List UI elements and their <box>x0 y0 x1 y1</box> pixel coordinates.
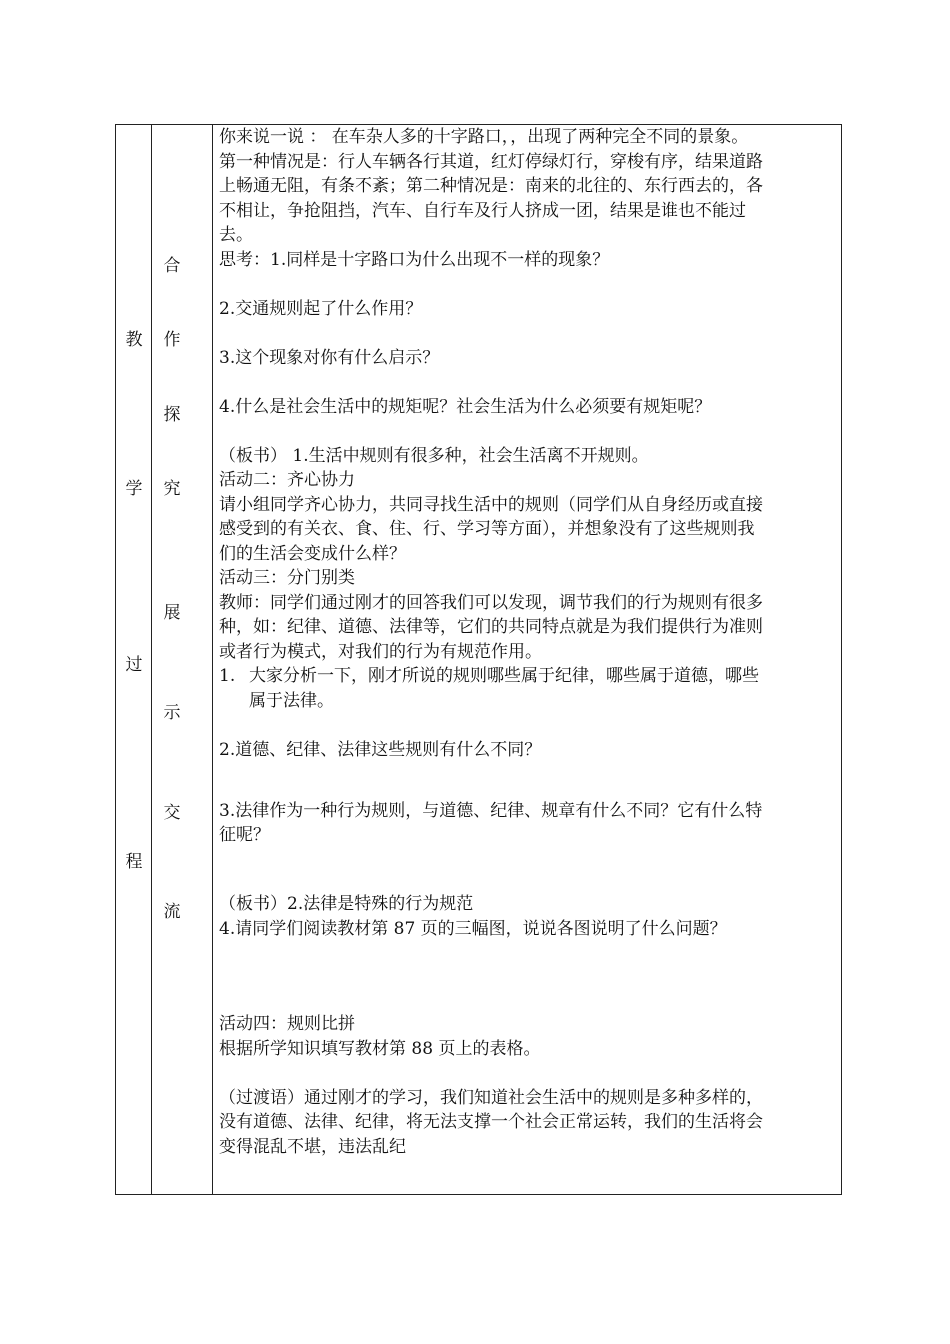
text-line: 上畅通无阻，有条不紊；第二种情况是：南来的北往的、东行西去的，各 <box>219 176 763 196</box>
board-note: （板书） 1.生活中规则有很多种，社会生活离不开规则。 <box>219 445 649 466</box>
text-line: （过渡语）通过刚才的学习，我们知道社会生活中的规则是多种多样的， <box>219 1087 763 1108</box>
list-item-continuation: 属于法律。 <box>249 690 334 711</box>
question-line: 3.这个现象对你有什么启示？ <box>219 347 440 368</box>
phase-label-char: 展 <box>163 603 181 623</box>
list-item <box>219 664 835 689</box>
activity-heading: 活动三：分门别类 <box>219 568 355 588</box>
text-line: 教师：同学们通过刚才的回答我们可以发现，调节我们的行为规则有很多 <box>219 592 763 613</box>
text-line: 感受到的有关衣、食、住、行、学习等方面），并想象没有了这些规则我 <box>219 519 755 539</box>
question-line: 征呢？ <box>219 825 270 845</box>
question-line: 4.请同学们阅读教材第 87 页的三幅图，说说各图说明了什么问题？ <box>219 918 727 939</box>
phase-label-char: 探 <box>163 405 181 425</box>
text-line: 根据所学知识填写教材第 88 页上的表格。 <box>219 1038 541 1059</box>
section-label-char: 过 <box>125 655 143 675</box>
section-label-char: 程 <box>125 852 143 872</box>
text-line: 第一种情况是：行人车辆各行其道，红灯停绿灯行，穿梭有序，结果道路 <box>219 151 763 172</box>
question-line: 4.什么是社会生活中的规矩呢？社会生活为什么必须要有规矩呢？ <box>219 396 712 417</box>
board-note: （板书）2.法律是特殊的行为规范 <box>219 894 474 914</box>
text-line: 你来说一说 ： 在车杂人多的十字路口，，出现了两种完全不同的景象。 <box>219 127 749 147</box>
question-line: 思考：1.同样是十字路口为什么出现不一样的现象？ <box>219 249 610 270</box>
phase-label-char: 交 <box>163 803 181 823</box>
list-number: 1. <box>219 666 236 686</box>
question-line: 2.道德、纪律、法律这些规则有什么不同？ <box>219 739 542 760</box>
column-divider <box>212 125 213 1194</box>
section-label-char: 教 <box>125 330 143 350</box>
text-line: 不相让，争抢阻挡，汽车、自行车及行人挤成一团，结果是谁也不能过 <box>219 200 746 221</box>
text-line: 去。 <box>219 225 253 245</box>
question-line: 2.交通规则起了什么作用？ <box>219 298 423 319</box>
text-line: 变得混乱不堪，违法乱纪 <box>219 1136 406 1157</box>
phase-label-char: 流 <box>163 902 181 922</box>
column-divider <box>151 125 152 1194</box>
activity-heading: 活动二：齐心协力 <box>219 470 355 490</box>
text-line: 或者行为模式，对我们的行为有规范作用。 <box>219 641 542 662</box>
activity-heading: 活动四：规则比拼 <box>219 1014 355 1034</box>
phase-label-char: 示 <box>163 703 181 723</box>
phase-label-char: 究 <box>163 479 181 499</box>
text-line: 种，如：纪律、道德、法律等，它们的共同特点就是为我们提供行为准则 <box>219 617 763 637</box>
question-line: 3.法律作为一种行为规则，与道德、纪律、规章有什么不同？它有什么特 <box>219 800 763 821</box>
phase-label-char: 作 <box>163 330 181 350</box>
section-label-char: 学 <box>125 479 143 499</box>
text-line: 们的生活会变成什么样？ <box>219 543 406 564</box>
list-text: 大家分析一下，刚才所说的规则哪些属于纪律，哪些属于道德，哪些 <box>249 666 759 686</box>
lesson-content <box>219 125 835 1159</box>
lesson-table <box>115 124 842 1195</box>
text-line: 没有道德、法律、纪律，将无法支撑一个社会正常运转，我们的生活将会 <box>219 1112 763 1132</box>
text-line: 请小组同学齐心协力，共同寻找生活中的规则（同学们从自身经历或直接 <box>219 494 763 515</box>
phase-label-char: 合 <box>163 256 181 276</box>
